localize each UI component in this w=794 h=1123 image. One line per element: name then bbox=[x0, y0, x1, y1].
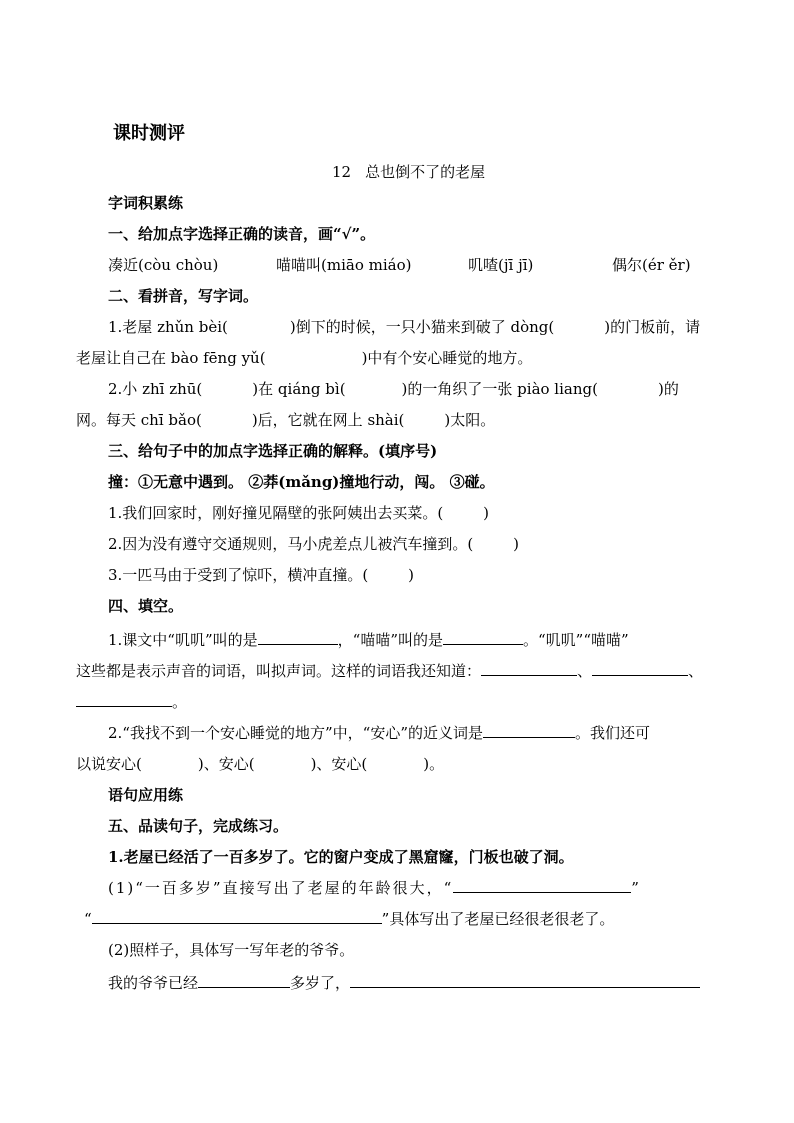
answer-blank[interactable] bbox=[76, 692, 172, 707]
q5-text: 多岁了， bbox=[290, 974, 351, 992]
q2-text: 老屋让自己在 bào fēng yǔ( bbox=[76, 349, 266, 367]
q5-text: ” bbox=[631, 879, 639, 897]
q3-text: ) bbox=[483, 504, 490, 522]
q2-text: )的一角织了一张 piào liang( bbox=[401, 380, 598, 398]
q4-line-1 bbox=[108, 630, 629, 650]
q5-text: “ bbox=[84, 910, 92, 928]
q4-text: 。 bbox=[172, 693, 188, 711]
q4-text: )、安心( bbox=[310, 755, 368, 773]
q4-text: 、 bbox=[577, 662, 593, 680]
q5-text: 我的爷爷已经 bbox=[108, 974, 199, 992]
q4-text: )、安心( bbox=[197, 755, 255, 773]
q2-text: 2.小 zhī zhū( bbox=[108, 380, 203, 398]
q3-text: ) bbox=[513, 535, 520, 553]
q2-text: )倒下的时候，一只小猫来到破了 dòng( bbox=[289, 318, 555, 336]
question-1-heading: 一、给加点字选择正确的读音，画“√”。 bbox=[108, 225, 376, 243]
q2-text: )太阳。 bbox=[444, 411, 496, 429]
q5-part-1-cont bbox=[84, 909, 614, 929]
q4-text: 这些都是表示声音的词语，叫拟声词。这样的词语我还知道： bbox=[76, 662, 482, 680]
answer-blank[interactable] bbox=[198, 973, 290, 988]
question-5-heading: 五、品读句子，完成练习。 bbox=[108, 817, 289, 835]
answer-blank[interactable] bbox=[258, 630, 338, 645]
q5-text: (1)“一百多岁”直接写出了老屋的年龄很大，“ bbox=[108, 879, 454, 897]
answer-blank[interactable] bbox=[453, 878, 631, 893]
q2-line-3 bbox=[108, 379, 679, 399]
lesson-number: 12 bbox=[332, 163, 352, 181]
answer-blank[interactable] bbox=[592, 661, 688, 676]
q4-text: 。“叽叽”“喵喵” bbox=[523, 631, 629, 649]
q3-text: 1.我们回家时，刚好撞见隔壁的张阿姨出去买菜。( bbox=[108, 504, 444, 522]
q5-part-2-answer bbox=[108, 973, 700, 993]
q4-text: 2.“我找不到一个安心睡觉的地方”中，“安心”的近义词是 bbox=[108, 724, 483, 742]
section-vocab: 字词积累练 bbox=[108, 194, 184, 212]
q2-text: 1.老屋 zhǔn bèi( bbox=[108, 318, 228, 336]
q5-part-2: (2)照样子，具体写一写年老的爷爷。 bbox=[108, 941, 355, 959]
answer-blank[interactable] bbox=[92, 909, 382, 924]
q1-item: 叽喳(jī jī) bbox=[468, 256, 534, 274]
q1-item: 凑近(còu chòu) bbox=[108, 256, 219, 274]
answer-blank[interactable] bbox=[481, 661, 577, 676]
q2-text: )在 qiáng bì( bbox=[252, 380, 346, 398]
q4-text: 以说安心( bbox=[76, 755, 142, 773]
q4-line-3 bbox=[76, 692, 187, 712]
q5-sentence: 1.老屋已经活了一百多岁了。它的窗户变成了黑窟窿，门板也破了洞。 bbox=[108, 848, 574, 866]
q4-text: )。 bbox=[423, 755, 445, 773]
q2-text: )的 bbox=[657, 380, 679, 398]
q2-text: 网。每天 chī bǎo( bbox=[76, 411, 202, 429]
answer-blank[interactable] bbox=[350, 973, 700, 988]
q2-text: )中有个安心睡觉的地方。 bbox=[361, 349, 533, 367]
q4-line-2 bbox=[76, 661, 703, 681]
q3-sentence-2 bbox=[108, 534, 519, 554]
q4-text: 、 bbox=[688, 662, 704, 680]
q2-line-1 bbox=[108, 317, 700, 337]
answer-blank[interactable] bbox=[483, 723, 575, 738]
q2-text: )的门板前，请 bbox=[604, 318, 701, 336]
q4-text: 1.课文中“叽叽”叫的是 bbox=[108, 631, 258, 649]
q5-part-1 bbox=[108, 878, 639, 898]
q4-text: ，“喵喵”叫的是 bbox=[337, 631, 443, 649]
q3-sentence-3 bbox=[108, 565, 414, 585]
lesson-heading bbox=[332, 162, 485, 182]
q3-sentence-1 bbox=[108, 503, 489, 523]
q1-item: 偶尔(ér ěr) bbox=[612, 256, 691, 274]
q3-definitions: 撞：①无意中遇到。 ②莽(mǎng)撞地行动，闯。 ③碰。 bbox=[108, 473, 495, 491]
page-title: 课时测评 bbox=[113, 123, 185, 144]
q4-line-4 bbox=[108, 723, 650, 743]
q2-line-4 bbox=[76, 410, 495, 430]
lesson-name: 总也倒不了的老屋 bbox=[365, 163, 486, 181]
section-usage: 语句应用练 bbox=[108, 786, 184, 804]
question-4-heading: 四、填空。 bbox=[108, 597, 184, 615]
question-2-heading: 二、看拼音，写字词。 bbox=[108, 287, 259, 305]
answer-blank[interactable] bbox=[443, 630, 523, 645]
q5-text: ”具体写出了老屋已经很老很老了。 bbox=[381, 910, 615, 928]
q2-text: )后，它就在网上 shài( bbox=[251, 411, 405, 429]
q4-line-5 bbox=[76, 754, 444, 774]
q4-text: 。我们还可 bbox=[575, 724, 651, 742]
q3-text: ) bbox=[408, 566, 415, 584]
q2-line-2 bbox=[76, 348, 532, 368]
q1-item: 喵喵叫(miāo miáo) bbox=[276, 256, 412, 274]
q3-text: 3.一匹马由于受到了惊吓，横冲直撞。( bbox=[108, 566, 369, 584]
q3-text: 2.因为没有遵守交通规则，马小虎差点儿被汽车撞到。( bbox=[108, 535, 474, 553]
question-3-heading: 三、给句子中的加点字选择正确的解释。(填序号) bbox=[108, 442, 438, 460]
